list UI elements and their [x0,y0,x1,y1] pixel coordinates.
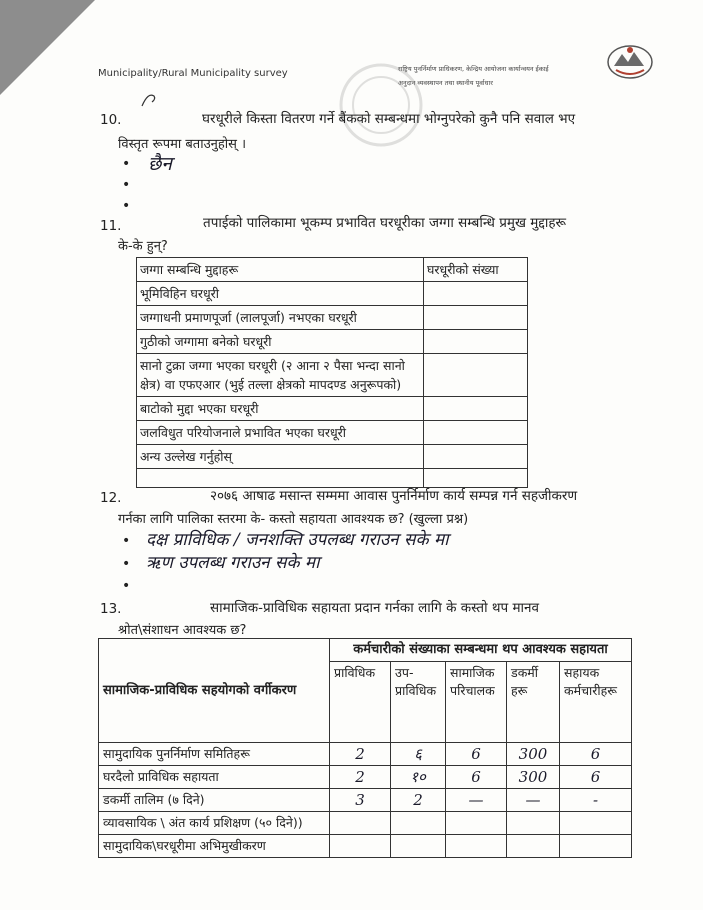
q10-answer-1: छैन [148,153,172,175]
q11-text: तपाईको पालिकामा भूकम्प प्रभावित घरधूरीका जग्गा सम्बन्धि प्रमुख मुद्दाहरू [203,215,567,231]
cell-value: ६ [391,743,446,766]
row-value [424,330,528,354]
row-label: जलविधुत परियोजनाले प्रभावित भएका घरधूरी [137,421,424,445]
table-row [99,835,632,858]
row-label [137,469,424,488]
row-label: गुठीको जग्गामा बनेको घरधूरी [137,330,424,354]
cell-value [507,812,560,835]
row-value [424,282,528,306]
cell-value: 2 [391,789,446,812]
q12-text-cont: गर्नका लागि पालिका स्तरमा के- कस्तो सहायता आवश्यक छ? (खुल्ला प्रश्न) [118,512,469,527]
table-row [137,469,528,488]
column-header: उप-प्राविधिक [391,662,446,743]
table-row [99,812,632,835]
q13-number: 13. [100,601,122,617]
row-label: व्यावसायिक \ अंत कार्य प्रशिक्षण (५० दिने)) [99,812,330,835]
q13-text: सामाजिक-प्राविधिक सहायता प्रदान गर्नका लागि के कस्तो थप मानव [210,600,540,616]
row-label: भूमिविहिन घरधूरी [137,282,424,306]
q10-text-cont: विस्तृत रूपमा बताउनुहोस् । [118,137,247,152]
column-header: डकर्मी हरू [507,662,560,743]
q12-bullet-3: • [122,578,131,594]
cell-value: 6 [560,766,632,789]
table-row [137,306,528,330]
table-row [137,330,528,354]
table-row [99,789,632,812]
q12-answer-1: दक्ष प्राविधिक / जनशक्ति उपलब्ध गराउन सके मा [146,530,449,550]
row-label: डकर्मी तालिम (७ दिने) [99,789,330,812]
row-label: बाटोको मुद्दा भएका घरधूरी [137,397,424,421]
pen-mark [140,90,170,108]
cell-value [560,835,632,858]
q10-number: 10. [100,112,122,128]
q11-text-cont: के-के हुन्? [118,239,168,254]
row-value [424,469,528,488]
row-value [424,354,528,397]
cell-value: 3 [330,789,391,812]
q10-bullet-3: • [122,198,131,214]
header-survey-title: Municipality/Rural Municipality survey [98,68,288,79]
cell-value [446,812,507,835]
table-row [137,282,528,306]
row-header-cell: सामाजिक-प्राविधिक सहयोगको वर्गीकरण [99,639,330,743]
q10-bullet-2: • [122,177,131,193]
cell-value [507,835,560,858]
table-header-row [99,639,632,662]
q12-answer-2: ऋण उपलब्ध गराउन सके मा [146,553,320,573]
row-label: अन्य उल्लेख गर्नुहोस् [137,445,424,469]
page-corner-shadow [0,0,95,95]
q12-bullet-2: • [122,556,131,572]
q10-bullet-1: • [122,156,131,172]
cell-value: १० [391,766,446,789]
cell-value [446,835,507,858]
cell-value: — [507,789,560,812]
row-label: घरदैलो प्राविधिक सहायता [99,766,330,789]
cell-value: - [560,789,632,812]
q12-bullet-1: • [122,533,131,549]
cell-value: 300 [507,766,560,789]
cell-value: — [446,789,507,812]
land-issues-table [136,257,528,488]
column-header: सामाजिक परिचालक [446,662,507,743]
table-row [137,397,528,421]
cell-value: 2 [330,766,391,789]
row-value [424,306,528,330]
cell-value: 6 [446,743,507,766]
column-group-header: कर्मचारीको संख्याका सम्बन्धमा थप आवश्यक सहायता [330,639,632,662]
row-label: सामुदायिक\घरधूरीमा अभिमुखीकरण [99,835,330,858]
nepal-emblem-logo [606,42,654,80]
row-label: सामुदायिक पुनर्निर्माण समितिहरू [99,743,330,766]
q11-number: 11. [100,218,122,234]
q10-text: घरधूरीले किस्ता वितरण गर्ने बैंकको सम्बन्धमा भोग्नुपरेको कुनै पनि सवाल भए [202,111,576,127]
row-value [424,397,528,421]
q12-text: २०७६ आषाढ मसान्त सम्ममा आवास पुनर्निर्माण कार्य सम्पन्न गर्न सहजीकरण [210,488,578,504]
q13-text-cont: श्रोत\संशाधन आवश्यक छ? [118,623,247,638]
cell-value: 2 [330,743,391,766]
row-value [424,421,528,445]
cell-value [560,812,632,835]
q12-number: 12. [100,490,122,506]
cell-value [330,835,391,858]
table-header-cell: घरधूरीको संख्या [424,258,528,282]
column-header: प्राविधिक [330,662,391,743]
row-label: जग्गाधनी प्रमाणपूर्जा (लालपूर्जा) नभएका घरधूरी [137,306,424,330]
cell-value: 300 [507,743,560,766]
cell-value [391,812,446,835]
table-row [99,743,632,766]
table-header-row [137,258,528,282]
header-authority-line1: राष्ट्रिय पुनर्निर्माण प्राधिकरण, केन्द्रिय आयोजना कार्यान्वयन ईकाई [398,65,549,73]
column-header: सहायक कर्मचारीहरू [560,662,632,743]
table-row [99,766,632,789]
office-stamp [336,60,426,150]
header-authority-text [398,62,618,90]
cell-value [391,835,446,858]
row-label: सानो टुक्रा जग्गा भएका घरधूरी (२ आना २ पैसा भन्दा सानो क्षेत्र) वा एफएआर (भुई तल्ला क्षेत्रको मापदण्ड अनुरूपको) [137,354,424,397]
table-row [137,354,528,397]
cell-value [330,812,391,835]
table-row [137,445,528,469]
table-row [137,421,528,445]
header-authority-line2: अनुदान व्यवस्थापन तथा स्थानीय पूर्वाधार [398,79,493,87]
row-value [424,445,528,469]
human-resource-table [98,638,632,858]
cell-value: 6 [560,743,632,766]
cell-value: 6 [446,766,507,789]
table-header-cell: जग्गा सम्बन्धि मुद्दाहरू [137,258,424,282]
